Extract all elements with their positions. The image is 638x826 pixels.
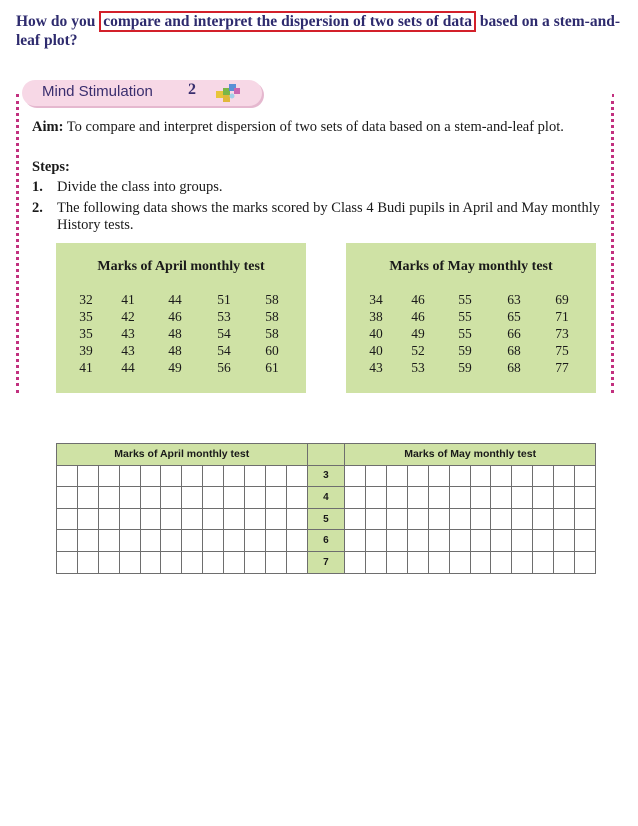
april-leaf-cell[interactable] [203, 465, 224, 487]
may-leaf-cell[interactable] [574, 487, 595, 509]
mark-value: 60 [265, 343, 279, 358]
mark-value: 46 [411, 292, 425, 307]
april-leaf-cell[interactable] [98, 551, 119, 573]
may-leaf-cell[interactable] [512, 530, 533, 552]
may-leaf-cell[interactable] [366, 508, 387, 530]
step-text: Divide the class into groups. [57, 179, 223, 195]
may-data-box [346, 243, 596, 393]
april-leaf-cell[interactable] [161, 508, 182, 530]
mark-value: 68 [507, 343, 521, 358]
mark-value: 61 [265, 360, 279, 375]
may-leaf-cell[interactable] [554, 487, 575, 509]
may-leaf-cell[interactable] [470, 487, 491, 509]
mark-value: 38 [369, 309, 383, 324]
may-leaf-cell[interactable] [449, 551, 470, 573]
april-leaf-cell[interactable] [182, 487, 203, 509]
april-leaf-cell[interactable] [98, 465, 119, 487]
april-leaf-cell[interactable] [182, 508, 203, 530]
april-leaf-cell[interactable] [224, 465, 245, 487]
may-leaf-cell[interactable] [449, 508, 470, 530]
mark-value: 66 [507, 326, 521, 341]
may-leaf-cell[interactable] [512, 487, 533, 509]
mark-value: 53 [217, 309, 231, 324]
april-leaf-cell[interactable] [140, 551, 161, 573]
april-leaf-cell[interactable] [77, 508, 98, 530]
april-leaf-cell[interactable] [161, 465, 182, 487]
mark-value: 48 [168, 326, 182, 341]
may-leaf-cell[interactable] [387, 508, 408, 530]
mark-value: 51 [217, 292, 231, 307]
stem-cell: 4 [307, 487, 345, 509]
mark-value: 75 [555, 343, 569, 358]
mark-value: 41 [121, 292, 135, 307]
may-leaf-cell[interactable] [574, 551, 595, 573]
may-leaf-cell[interactable] [470, 508, 491, 530]
mark-value: 55 [458, 309, 472, 324]
may-leaf-cell[interactable] [491, 551, 512, 573]
step-text: The following data shows the marks scored by Class 4 Budi pupils in April and May monthly History tests. [57, 200, 600, 233]
aim-text: To compare and interpret dispersion of two sets of data based on a stem-and-leaf plot. [66, 119, 564, 135]
april-leaf-cell[interactable] [182, 530, 203, 552]
may-leaf-cell[interactable] [554, 465, 575, 487]
april-leaf-cell[interactable] [77, 551, 98, 573]
mark-value: 48 [168, 343, 182, 358]
april-leaf-cell[interactable] [140, 508, 161, 530]
april-leaf-cell[interactable] [265, 551, 286, 573]
may-leaf-cell[interactable] [345, 487, 366, 509]
table-row [57, 530, 596, 552]
table-row [57, 508, 596, 530]
may-leaf-cell[interactable] [407, 530, 428, 552]
april-leaf-cell[interactable] [224, 487, 245, 509]
mark-value: 42 [121, 309, 135, 324]
april-leaf-cell[interactable] [244, 465, 265, 487]
question-before: How do you [16, 13, 100, 30]
may-leaf-cell[interactable] [512, 508, 533, 530]
may-leaf-cell[interactable] [345, 465, 366, 487]
may-leaf-cell[interactable] [407, 487, 428, 509]
april-leaf-cell[interactable] [161, 551, 182, 573]
mark-value: 55 [458, 326, 472, 341]
may-leaf-cell[interactable] [345, 530, 366, 552]
april-leaf-cell[interactable] [244, 487, 265, 509]
april-leaf-cell[interactable] [57, 508, 78, 530]
mark-value: 68 [507, 360, 521, 375]
april-leaf-cell[interactable] [57, 530, 78, 552]
may-leaf-cell[interactable] [533, 465, 554, 487]
stem-header [307, 444, 345, 466]
may-leaf-cell[interactable] [554, 551, 575, 573]
stem-cell: 6 [307, 530, 345, 552]
mark-value: 54 [217, 343, 231, 358]
april-leaf-cell[interactable] [182, 465, 203, 487]
mark-value: 43 [369, 360, 383, 375]
april-leaf-cell[interactable] [119, 508, 140, 530]
april-leaf-cell[interactable] [203, 551, 224, 573]
may-leaf-header: Marks of May monthly test [345, 444, 596, 466]
mark-value: 44 [168, 292, 182, 307]
april-leaf-cell[interactable] [203, 508, 224, 530]
may-leaf-cell[interactable] [449, 465, 470, 487]
april-leaf-cell[interactable] [119, 465, 140, 487]
april-leaf-cell[interactable] [286, 530, 307, 552]
mark-value: 46 [168, 309, 182, 324]
mark-value: 40 [369, 326, 383, 341]
mark-value: 59 [458, 343, 472, 358]
table-row [57, 551, 596, 573]
may-leaf-cell[interactable] [366, 487, 387, 509]
may-leaf-cell[interactable] [345, 551, 366, 573]
mark-value: 32 [79, 292, 93, 307]
april-leaf-cell[interactable] [203, 487, 224, 509]
stem-cell: 5 [307, 508, 345, 530]
mark-value: 43 [121, 326, 135, 341]
april-leaf-cell[interactable] [286, 487, 307, 509]
mark-value: 59 [458, 360, 472, 375]
may-leaf-cell[interactable] [407, 465, 428, 487]
may-leaf-cell[interactable] [407, 508, 428, 530]
puzzle-icon [214, 82, 242, 104]
april-leaf-cell[interactable] [119, 530, 140, 552]
may-leaf-cell[interactable] [554, 508, 575, 530]
april-leaf-cell[interactable] [286, 465, 307, 487]
aim-paragraph [32, 119, 602, 136]
mark-value: 39 [79, 343, 93, 358]
april-leaf-cell[interactable] [203, 530, 224, 552]
may-leaf-cell[interactable] [574, 530, 595, 552]
may-leaf-cell[interactable] [533, 551, 554, 573]
april-leaf-cell[interactable] [119, 551, 140, 573]
april-leaf-cell[interactable] [244, 508, 265, 530]
question-highlight: compare and interpret the dispersion of two sets of data [99, 11, 476, 32]
april-leaf-cell[interactable] [265, 508, 286, 530]
april-leaf-cell[interactable] [244, 530, 265, 552]
april-leaf-cell[interactable] [140, 487, 161, 509]
may-leaf-cell[interactable] [554, 530, 575, 552]
april-leaf-cell[interactable] [286, 508, 307, 530]
mark-value: 58 [265, 292, 279, 307]
mark-value: 73 [555, 326, 569, 341]
may-leaf-cell[interactable] [470, 465, 491, 487]
mark-value: 69 [555, 292, 569, 307]
april-leaf-cell[interactable] [57, 551, 78, 573]
april-leaf-cell[interactable] [57, 465, 78, 487]
mark-value: 56 [217, 360, 231, 375]
mark-value: 52 [411, 343, 425, 358]
april-leaf-cell[interactable] [161, 487, 182, 509]
april-leaf-cell[interactable] [265, 465, 286, 487]
april-leaf-cell[interactable] [98, 487, 119, 509]
may-leaf-cell[interactable] [387, 465, 408, 487]
may-leaf-cell[interactable] [533, 508, 554, 530]
april-leaf-cell[interactable] [286, 551, 307, 573]
april-leaf-cell[interactable] [140, 530, 161, 552]
may-leaf-cell[interactable] [449, 530, 470, 552]
mark-value: 44 [121, 360, 135, 375]
step-number: 1. [32, 179, 43, 195]
april-leaf-cell[interactable] [224, 508, 245, 530]
april-leaf-cell[interactable] [119, 487, 140, 509]
may-leaf-cell[interactable] [428, 530, 449, 552]
may-leaf-cell[interactable] [533, 530, 554, 552]
mind-stimulation-tab [22, 80, 262, 106]
april-leaf-cell[interactable] [77, 530, 98, 552]
mind-stimulation-title: Mind Stimulation [42, 83, 153, 100]
mark-value: 43 [121, 343, 135, 358]
mark-value: 53 [411, 360, 425, 375]
april-leaf-cell[interactable] [98, 530, 119, 552]
april-leaf-cell[interactable] [265, 530, 286, 552]
april-leaf-cell[interactable] [57, 487, 78, 509]
april-leaf-cell[interactable] [77, 465, 98, 487]
may-leaf-cell[interactable] [491, 530, 512, 552]
may-leaf-cell[interactable] [533, 487, 554, 509]
may-leaf-cell[interactable] [387, 551, 408, 573]
may-leaf-cell[interactable] [428, 508, 449, 530]
question-after: based on a stem-and-leaf plot? [16, 13, 621, 49]
may-leaf-cell[interactable] [345, 508, 366, 530]
may-leaf-cell[interactable] [574, 508, 595, 530]
may-leaf-cell[interactable] [387, 530, 408, 552]
table-row [57, 487, 596, 509]
may-leaf-cell[interactable] [470, 551, 491, 573]
april-leaf-cell[interactable] [244, 551, 265, 573]
may-leaf-cell[interactable] [512, 465, 533, 487]
mark-value: 46 [411, 309, 425, 324]
mark-value: 35 [79, 326, 93, 341]
may-leaf-cell[interactable] [407, 551, 428, 573]
mark-value: 49 [411, 326, 425, 341]
mark-value: 58 [265, 326, 279, 341]
mark-value: 71 [555, 309, 569, 324]
aim-label: Aim: [32, 119, 64, 135]
mark-value: 77 [555, 360, 569, 375]
mark-value: 49 [168, 360, 182, 375]
table-header-row [57, 444, 596, 466]
may-leaf-cell[interactable] [491, 508, 512, 530]
step-number: 2. [32, 200, 43, 216]
mark-value: 58 [265, 309, 279, 324]
steps-label: Steps: [32, 159, 70, 175]
may-leaf-cell[interactable] [491, 487, 512, 509]
mind-stimulation-number: 2 [188, 81, 196, 98]
may-leaf-cell[interactable] [470, 530, 491, 552]
stem-leaf-table [56, 443, 596, 574]
april-leaf-cell[interactable] [182, 551, 203, 573]
may-leaf-cell[interactable] [428, 487, 449, 509]
april-leaf-cell[interactable] [140, 465, 161, 487]
mark-value: 34 [369, 292, 383, 307]
april-leaf-cell[interactable] [98, 508, 119, 530]
stem-cell: 7 [307, 551, 345, 573]
may-box-title: Marks of May monthly test [389, 259, 553, 274]
table-row [57, 465, 596, 487]
may-leaf-cell[interactable] [428, 465, 449, 487]
mark-value: 55 [458, 292, 472, 307]
april-leaf-header: Marks of April monthly test [57, 444, 308, 466]
mark-value: 63 [507, 292, 521, 307]
april-leaf-cell[interactable] [265, 487, 286, 509]
april-leaf-cell[interactable] [161, 530, 182, 552]
question-heading [16, 12, 620, 50]
may-leaf-cell[interactable] [574, 465, 595, 487]
mark-value: 41 [79, 360, 93, 375]
may-leaf-cell[interactable] [428, 551, 449, 573]
stem-cell: 3 [307, 465, 345, 487]
may-leaf-cell[interactable] [387, 487, 408, 509]
mark-value: 54 [217, 326, 231, 341]
may-leaf-cell[interactable] [491, 465, 512, 487]
mark-value: 35 [79, 309, 93, 324]
may-leaf-cell[interactable] [366, 551, 387, 573]
april-leaf-cell[interactable] [224, 530, 245, 552]
may-leaf-cell[interactable] [366, 530, 387, 552]
mark-value: 40 [369, 343, 383, 358]
april-box-title: Marks of April monthly test [97, 259, 265, 274]
may-leaf-cell[interactable] [449, 487, 470, 509]
april-data-box [56, 243, 306, 393]
april-leaf-cell[interactable] [77, 487, 98, 509]
mark-value: 65 [507, 309, 521, 324]
may-leaf-cell[interactable] [366, 465, 387, 487]
april-leaf-cell[interactable] [224, 551, 245, 573]
may-leaf-cell[interactable] [512, 551, 533, 573]
